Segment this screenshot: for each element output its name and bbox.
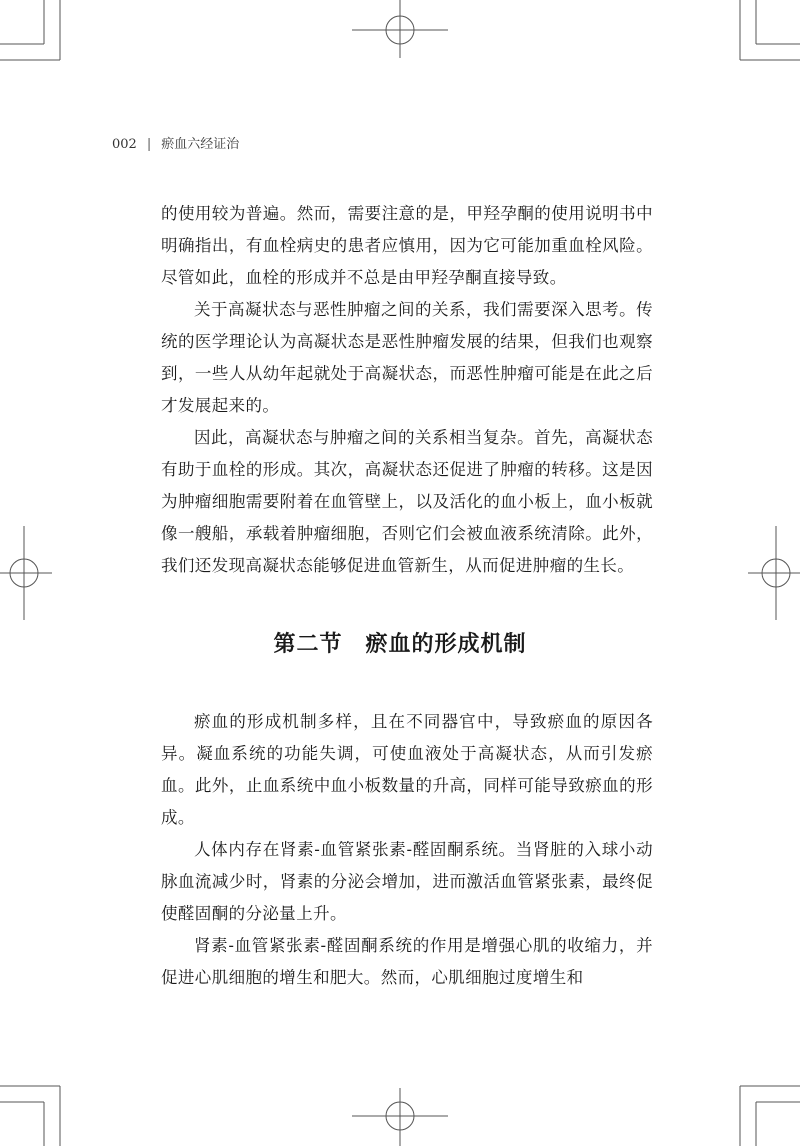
- section-body-text: [161, 706, 653, 994]
- registration-mark-right: [748, 526, 800, 620]
- paragraph: 肾素-血管紧张素-醛固酮系统的作用是增强心肌的收缩力，并促进心肌细胞的增生和肥大。然而，心肌细胞过度增生和: [161, 936, 653, 987]
- registration-mark-left: [0, 526, 52, 620]
- page-number: 002: [112, 137, 137, 152]
- continuation-text: [161, 198, 653, 582]
- registration-mark-bottom: [352, 1088, 448, 1146]
- paragraph-continued: 的使用较为普遍。然而，需要注意的是，甲羟孕酮的使用说明书中明确指出，有血栓病史的患者应慎用，因为它可能加重血栓风险。尽管如此，血栓的形成并不总是由甲羟孕酮直接导致。: [161, 204, 653, 287]
- paragraph: 因此，高凝状态与肿瘤之间的关系相当复杂。首先，高凝状态有助于血栓的形成。其次，高凝状态还促进了肿瘤的转移。这是因为肿瘤细胞需要附着在血管壁上，以及活化的血小板上，血小板就像一艘船，承载着肿瘤细胞，否则它们会被血液系统清除。此外，我们还发现高凝状态能够促进血管新生，从而促进肿瘤的生长。: [161, 428, 653, 575]
- registration-mark-top: [352, 0, 448, 58]
- header-separator: |: [146, 137, 152, 152]
- running-header: [112, 136, 239, 154]
- section-heading: 第二节 瘀血的形成机制: [273, 632, 527, 657]
- paragraph: 关于高凝状态与恶性肿瘤之间的关系，我们需要深入思考。传统的医学理论认为高凝状态是恶性肿瘤发展的结果，但我们也观察到，一些人从幼年起就处于高凝状态，而恶性肿瘤可能是在此之后才发展起来的。: [161, 300, 653, 415]
- paragraph: 瘀血的形成机制多样，且在不同器官中，导致瘀血的原因各异。凝血系统的功能失调，可使血液处于高凝状态，从而引发瘀血。此外，止血系统中血小板数量的升高，同样可能导致瘀血的形成。: [161, 712, 653, 827]
- paragraph: 人体内存在肾素-血管紧张素-醛固酮系统。当肾脏的入球小动脉血流减少时，肾素的分泌会增加，进而激活血管紧张素，最终促使醛固酮的分泌量上升。: [161, 840, 653, 923]
- book-title: 瘀血六经证治: [161, 137, 240, 152]
